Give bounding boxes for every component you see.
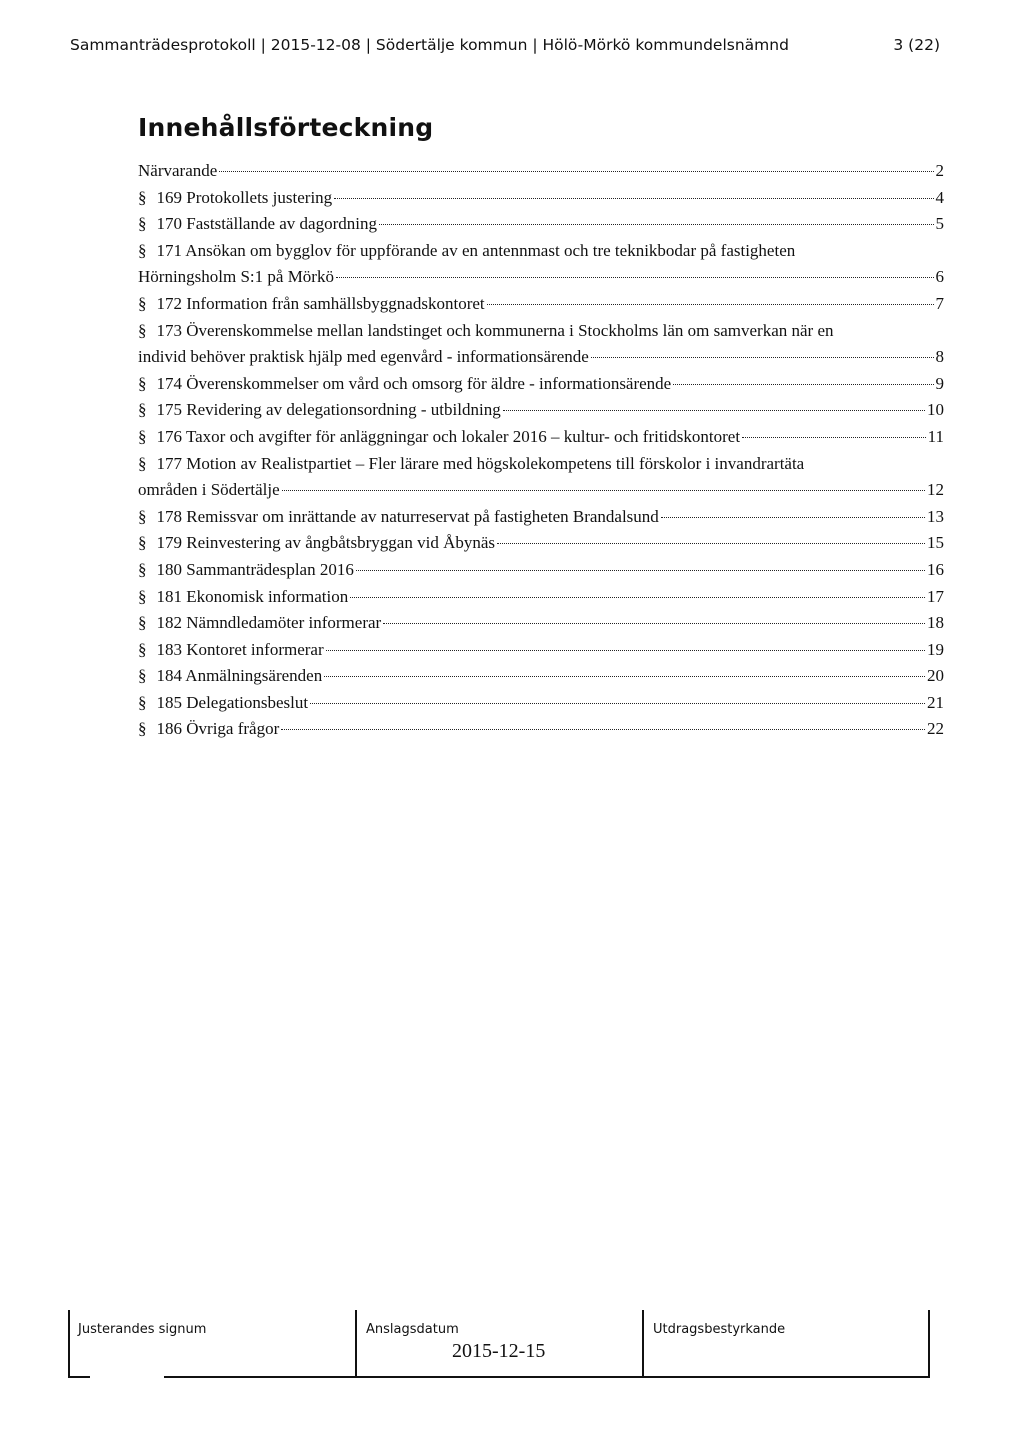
dot-leader bbox=[219, 171, 933, 172]
toc-page-number: 8 bbox=[935, 347, 944, 367]
toc-page-number: 5 bbox=[935, 214, 944, 234]
toc-entry-title: 182 Nämndledamöter informerar bbox=[156, 613, 382, 633]
dot-leader bbox=[503, 410, 925, 411]
signature-underline bbox=[164, 1376, 360, 1378]
toc-entry bbox=[138, 158, 944, 185]
dot-leader bbox=[497, 543, 925, 544]
toc-entry bbox=[138, 530, 944, 557]
signature-divider bbox=[928, 1310, 930, 1376]
section-sign: § bbox=[138, 613, 147, 633]
justerandes-signum-label: Justerandes signum bbox=[78, 1322, 207, 1337]
toc-line bbox=[138, 557, 944, 584]
section-sign: § bbox=[138, 240, 147, 260]
signature-divider bbox=[642, 1310, 644, 1376]
toc-line bbox=[138, 397, 944, 424]
toc-line bbox=[138, 477, 944, 504]
dot-leader bbox=[326, 650, 925, 651]
toc-line bbox=[138, 690, 944, 717]
toc-page-number: 4 bbox=[935, 187, 944, 207]
toc-entry-title: 174 Överenskommelser om vård och omsorg för äldre - informationsärende bbox=[156, 373, 672, 393]
toc-page-number: 15 bbox=[927, 533, 944, 553]
toc-page-number: 20 bbox=[927, 666, 944, 686]
toc-page-number: 2 bbox=[935, 161, 944, 180]
toc-entry-title: 176 Taxor och avgifter för anläggningar och lokaler 2016 – kultur- och fritidskontoret bbox=[156, 426, 741, 446]
toc-entry bbox=[138, 637, 944, 664]
signature-divider bbox=[355, 1310, 357, 1376]
toc-line bbox=[138, 424, 944, 451]
toc-entry bbox=[138, 690, 944, 717]
toc-entry bbox=[138, 211, 944, 238]
toc-entry-title: 178 Remissvar om inrättande av naturreservat på fastigheten Brandalsund bbox=[156, 506, 659, 526]
toc-entry-title: områden i Södertälje bbox=[138, 480, 280, 500]
toc-line bbox=[138, 238, 944, 265]
toc-page-number: 18 bbox=[927, 613, 944, 633]
dot-leader bbox=[661, 517, 925, 518]
section-sign: § bbox=[138, 293, 147, 313]
signature-underline bbox=[355, 1376, 643, 1378]
toc-entry bbox=[138, 424, 944, 451]
signature-divider bbox=[68, 1310, 70, 1376]
section-sign: § bbox=[138, 426, 147, 446]
toc-entry-title: 177 Motion av Realistpartiet – Fler lärare med högskolekompetens till förskolor i invandrartäta bbox=[156, 453, 805, 473]
page-number: 3 (22) bbox=[893, 36, 940, 54]
toc-line bbox=[138, 185, 944, 212]
toc-line bbox=[138, 530, 944, 557]
dot-leader bbox=[336, 277, 934, 278]
dot-leader bbox=[356, 570, 925, 571]
anslagsdatum-label: Anslagsdatum bbox=[366, 1322, 459, 1337]
section-sign: § bbox=[138, 187, 147, 207]
toc-line bbox=[138, 504, 944, 531]
toc-entry-title: 170 Fastställande av dagordning bbox=[156, 214, 377, 234]
toc-line bbox=[138, 716, 944, 743]
toc-entry-title: 184 Anmälningsärenden bbox=[156, 666, 323, 686]
toc-entry bbox=[138, 504, 944, 531]
dot-leader bbox=[334, 198, 933, 199]
section-sign: § bbox=[138, 666, 147, 686]
dot-leader bbox=[591, 357, 934, 358]
section-sign: § bbox=[138, 453, 147, 473]
section-sign: § bbox=[138, 506, 147, 526]
toc-entry-title: 181 Ekonomisk information bbox=[156, 586, 349, 606]
toc-page-number: 9 bbox=[935, 373, 944, 393]
toc-entry bbox=[138, 557, 944, 584]
section-sign: § bbox=[138, 639, 147, 659]
toc-line bbox=[138, 211, 944, 238]
anslagsdatum-value: 2015-12-15 bbox=[452, 1340, 546, 1362]
dot-leader bbox=[383, 623, 925, 624]
toc-page-number: 6 bbox=[935, 267, 944, 287]
toc-entry bbox=[138, 663, 944, 690]
toc-line bbox=[138, 344, 944, 371]
toc-line bbox=[138, 318, 944, 345]
toc-entry bbox=[138, 371, 944, 398]
toc-entry-title: 180 Sammanträdesplan 2016 bbox=[156, 559, 354, 579]
toc-page-number: 17 bbox=[927, 586, 944, 606]
toc-line bbox=[138, 637, 944, 664]
toc-entry bbox=[138, 610, 944, 637]
utdragsbestyrkande-label: Utdragsbestyrkande bbox=[653, 1322, 786, 1337]
toc-entry bbox=[138, 291, 944, 318]
toc-entry bbox=[138, 185, 944, 212]
dot-leader bbox=[673, 384, 933, 385]
dot-leader bbox=[310, 703, 925, 704]
toc-entry bbox=[138, 584, 944, 611]
toc-entry-title: 169 Protokollets justering bbox=[156, 187, 333, 207]
section-sign: § bbox=[138, 400, 147, 420]
dot-leader bbox=[282, 490, 925, 491]
toc-line bbox=[138, 584, 944, 611]
toc-page-number: 19 bbox=[927, 639, 944, 659]
toc-page-number: 16 bbox=[927, 559, 944, 579]
toc-page-number: 21 bbox=[927, 692, 944, 712]
toc-entry bbox=[138, 238, 944, 291]
toc-line bbox=[138, 158, 944, 185]
toc-page-number: 11 bbox=[927, 426, 944, 446]
dot-leader bbox=[350, 597, 925, 598]
toc-line bbox=[138, 291, 944, 318]
toc-entry-title: 185 Delegationsbeslut bbox=[156, 692, 309, 712]
signature-underline bbox=[642, 1376, 930, 1378]
toc-line bbox=[138, 451, 944, 478]
section-sign: § bbox=[138, 533, 147, 553]
toc-entry bbox=[138, 318, 944, 371]
toc-entry-title: 183 Kontoret informerar bbox=[156, 639, 324, 659]
dot-leader bbox=[742, 437, 926, 438]
toc-line bbox=[138, 264, 944, 291]
toc-entry-title: 172 Information från samhällsbyggnadskontoret bbox=[156, 293, 485, 313]
toc-title: Innehållsförteckning bbox=[138, 113, 434, 142]
section-sign: § bbox=[138, 692, 147, 712]
toc-entry-title: 175 Revidering av delegationsordning - utbildning bbox=[156, 400, 501, 420]
dot-leader bbox=[281, 729, 925, 730]
toc-line bbox=[138, 371, 944, 398]
toc-entry-title: individ behöver praktisk hjälp med egenvård - informationsärende bbox=[138, 347, 589, 367]
section-sign: § bbox=[138, 719, 147, 739]
toc-entry bbox=[138, 716, 944, 743]
section-sign: § bbox=[138, 559, 147, 579]
toc-page-number: 13 bbox=[927, 506, 944, 526]
toc-entry-title: 171 Ansökan om bygglov för uppförande av en antennmast och tre teknikbodar på fastigheten bbox=[156, 240, 796, 260]
dot-leader bbox=[487, 304, 934, 305]
signature-box bbox=[68, 1310, 930, 1378]
toc-entry-title: 179 Reinvestering av ångbåtsbryggan vid Åbynäs bbox=[156, 533, 496, 553]
dot-leader bbox=[379, 224, 934, 225]
toc-entry-title: Hörningsholm S:1 på Mörkö bbox=[138, 267, 334, 287]
section-sign: § bbox=[138, 586, 147, 606]
signature-underline bbox=[68, 1376, 90, 1378]
section-sign: § bbox=[138, 214, 147, 234]
toc-entry-title: Närvarande bbox=[138, 161, 218, 180]
table-of-contents bbox=[138, 158, 944, 743]
toc-line bbox=[138, 663, 944, 690]
toc-entry bbox=[138, 397, 944, 424]
toc-page-number: 7 bbox=[935, 293, 944, 313]
header-meta: Sammanträdesprotokoll | 2015-12-08 | Södertälje kommun | Hölö-Mörkö kommundelsnämnd bbox=[70, 36, 789, 54]
toc-page-number: 22 bbox=[927, 719, 944, 739]
toc-page-number: 10 bbox=[927, 400, 944, 420]
section-sign: § bbox=[138, 320, 147, 340]
toc-page-number: 12 bbox=[927, 480, 944, 500]
toc-line bbox=[138, 610, 944, 637]
dot-leader bbox=[324, 676, 925, 677]
toc-entry-title: 186 Övriga frågor bbox=[156, 719, 280, 739]
section-sign: § bbox=[138, 373, 147, 393]
toc-entry-title: 173 Överenskommelse mellan landstinget och kommunerna i Stockholms län om samverkan när en bbox=[156, 320, 834, 340]
page-header bbox=[70, 36, 940, 54]
toc-entry bbox=[138, 451, 944, 504]
